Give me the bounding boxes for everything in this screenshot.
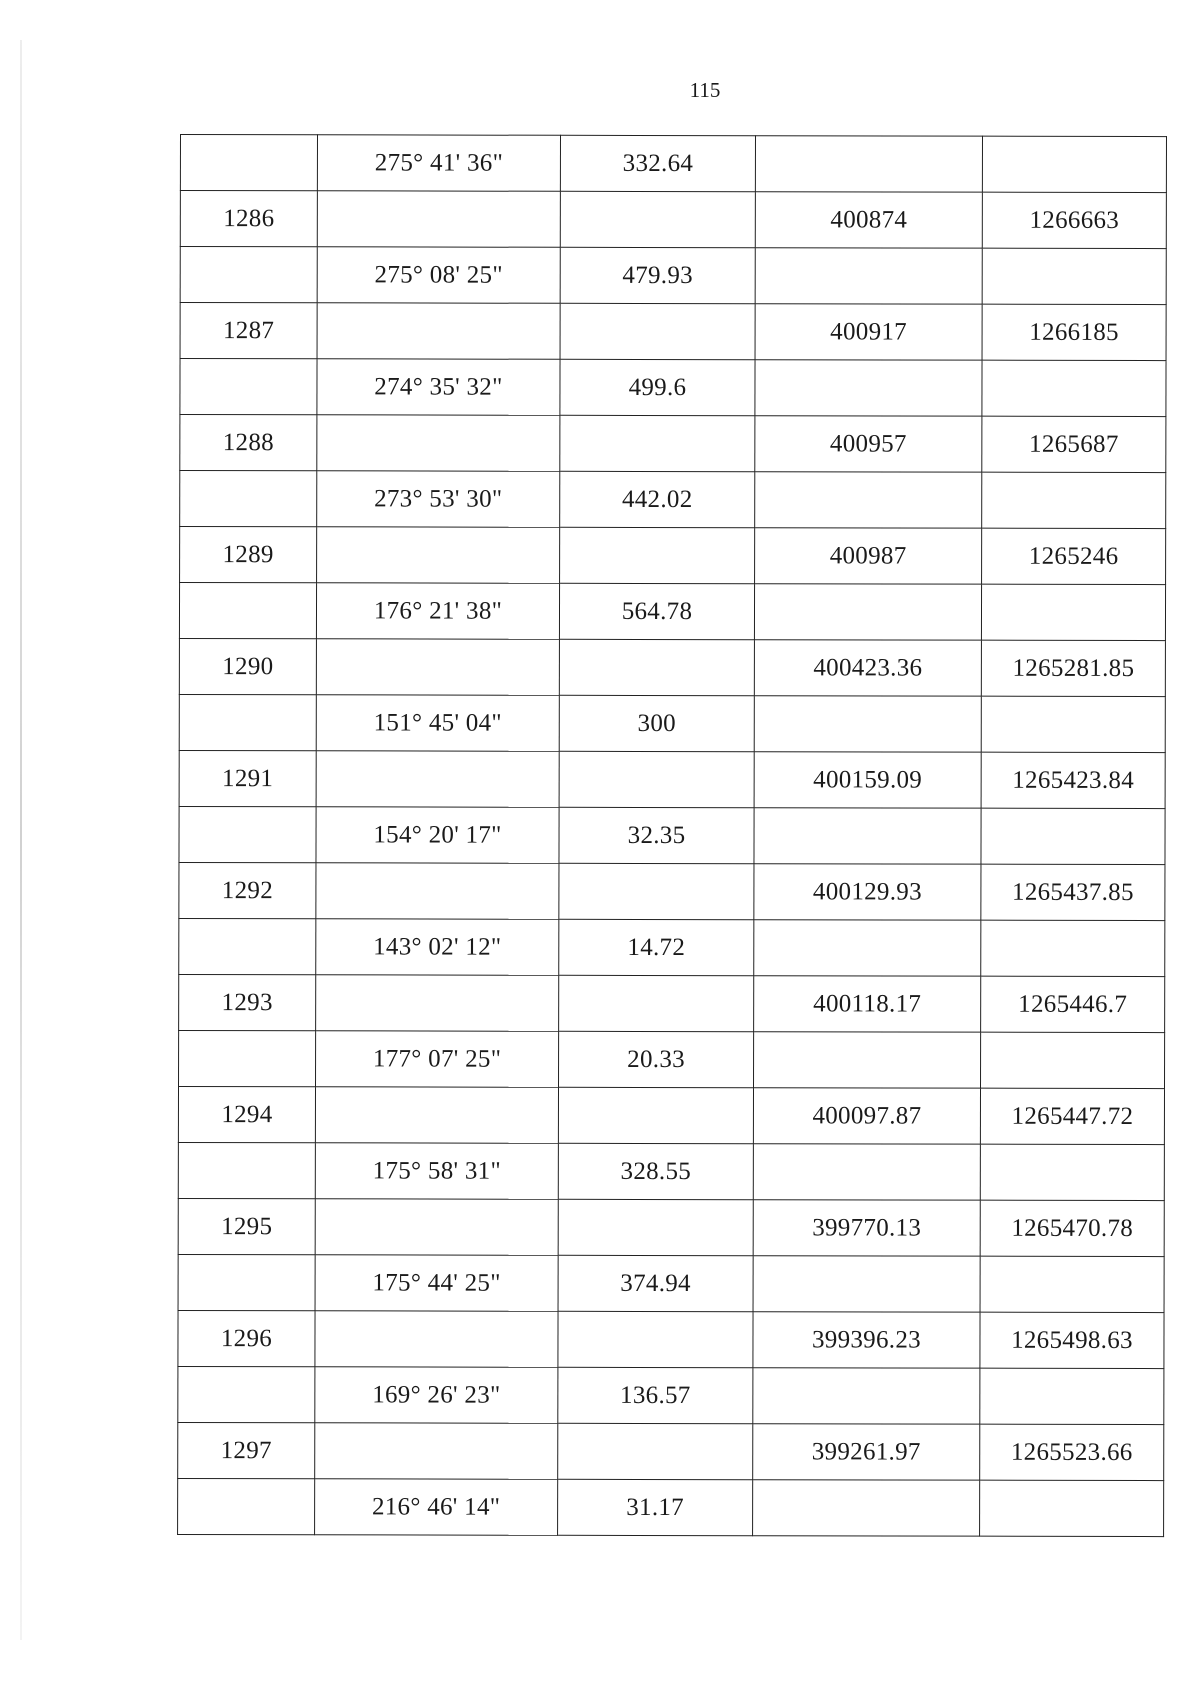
point-cell [180, 135, 317, 191]
table-row [180, 359, 1166, 417]
northing-cell [753, 1144, 980, 1200]
distance-cell: 136.57 [558, 1367, 753, 1423]
point-cell: 1297 [178, 1422, 315, 1478]
distance-cell: 499.6 [560, 359, 755, 415]
table-row [178, 1310, 1164, 1368]
table-row [179, 583, 1165, 641]
bearing-cell: 274° 35' 32" [317, 359, 560, 416]
point-cell [179, 806, 316, 862]
table-row [178, 1254, 1164, 1312]
table-row [179, 750, 1165, 808]
bearing-cell [317, 191, 560, 248]
distance-cell [559, 975, 754, 1031]
bearing-cell: 216° 46' 14" [315, 1479, 558, 1536]
easting-cell: 1265446.7 [981, 976, 1165, 1032]
distance-cell [558, 1423, 753, 1479]
point-cell [178, 1142, 315, 1198]
point-cell [178, 1366, 315, 1422]
table-row [178, 1422, 1164, 1480]
distance-cell [559, 751, 754, 807]
bearing-cell [317, 527, 560, 584]
point-cell: 1295 [178, 1198, 315, 1254]
point-cell: 1290 [179, 638, 316, 694]
bearing-cell [316, 863, 559, 920]
easting-cell: 1265281.85 [981, 640, 1165, 696]
easting-cell [980, 1368, 1164, 1424]
point-cell [178, 1478, 315, 1534]
northing-cell: 400957 [755, 416, 982, 472]
distance-cell: 328.55 [558, 1143, 753, 1199]
point-cell [178, 1254, 315, 1310]
point-cell: 1291 [179, 750, 316, 806]
table-row [179, 638, 1165, 696]
point-cell [179, 918, 316, 974]
point-cell: 1296 [178, 1310, 315, 1366]
bearing-cell: 154° 20' 17" [316, 807, 559, 864]
easting-cell [982, 248, 1166, 304]
distance-cell [558, 1199, 753, 1255]
easting-cell [981, 808, 1165, 864]
table-row [180, 191, 1166, 249]
bearing-cell [316, 975, 559, 1032]
table-row [180, 527, 1166, 585]
point-cell: 1288 [180, 415, 317, 471]
easting-cell [981, 920, 1165, 976]
northing-cell [755, 472, 982, 528]
easting-cell: 1265498.63 [980, 1312, 1164, 1368]
table-row [180, 135, 1166, 193]
table-row [179, 862, 1165, 920]
table-row [180, 471, 1166, 529]
northing-cell [753, 1256, 980, 1312]
distance-cell [560, 191, 755, 247]
easting-cell: 1265246 [982, 528, 1166, 584]
easting-cell: 1265447.72 [980, 1088, 1164, 1144]
bearing-cell: 151° 45' 04" [316, 695, 559, 752]
bearing-cell [316, 751, 559, 808]
bearing-cell [315, 1423, 558, 1480]
distance-cell: 14.72 [559, 919, 754, 975]
coordinates-table [177, 134, 1167, 1537]
northing-cell [754, 584, 981, 640]
point-cell [180, 247, 317, 303]
distance-cell [560, 527, 755, 583]
distance-cell: 374.94 [558, 1255, 753, 1311]
point-cell [179, 1030, 316, 1086]
bearing-cell: 176° 21' 38" [316, 583, 559, 640]
distance-cell: 300 [559, 695, 754, 751]
bearing-cell: 273° 53' 30" [317, 471, 560, 528]
easting-cell [980, 1144, 1164, 1200]
table-row [179, 806, 1165, 864]
easting-cell: 1265523.66 [980, 1424, 1164, 1480]
northing-cell [754, 1032, 981, 1088]
northing-cell [754, 920, 981, 976]
northing-cell: 400874 [755, 192, 982, 248]
northing-cell: 400097.87 [753, 1088, 980, 1144]
distance-cell: 332.64 [560, 135, 755, 191]
northing-cell: 399396.23 [753, 1312, 980, 1368]
northing-cell [753, 1368, 980, 1424]
table-row [178, 1086, 1164, 1144]
easting-cell: 1265470.78 [980, 1200, 1164, 1256]
bearing-cell [316, 639, 559, 696]
easting-cell [982, 136, 1166, 192]
bearing-cell: 175° 44' 25" [315, 1255, 558, 1312]
point-cell: 1287 [180, 303, 317, 359]
point-cell: 1289 [180, 527, 317, 583]
northing-cell: 399770.13 [753, 1200, 980, 1256]
coordinates-table-body [178, 135, 1167, 1537]
point-cell: 1286 [180, 191, 317, 247]
table-row [178, 1198, 1164, 1256]
distance-cell [559, 639, 754, 695]
point-cell [179, 694, 316, 750]
table-row [180, 247, 1166, 305]
page-number: 115 [689, 78, 721, 102]
distance-cell [558, 1087, 753, 1143]
northing-cell: 400159.09 [754, 752, 981, 808]
table-row [178, 1366, 1164, 1424]
bearing-cell: 275° 41' 36" [317, 135, 560, 192]
scan-edge-shadow [20, 40, 22, 1640]
northing-cell [755, 360, 982, 416]
northing-cell: 400118.17 [754, 976, 981, 1032]
distance-cell [559, 863, 754, 919]
distance-cell: 564.78 [559, 583, 754, 639]
northing-cell: 400129.93 [754, 864, 981, 920]
northing-cell [753, 1480, 980, 1536]
distance-cell: 442.02 [560, 471, 755, 527]
bearing-cell: 275° 08' 25" [317, 247, 560, 304]
easting-cell: 1266663 [982, 192, 1166, 248]
easting-cell [980, 1256, 1164, 1312]
bearing-cell [315, 1199, 558, 1256]
northing-cell: 400987 [755, 528, 982, 584]
easting-cell: 1265687 [982, 416, 1166, 472]
bearing-cell: 177° 07' 25" [316, 1031, 559, 1088]
northing-cell: 400917 [755, 304, 982, 360]
table-row [180, 415, 1166, 473]
northing-cell: 399261.97 [753, 1424, 980, 1480]
table-row [178, 1478, 1164, 1536]
easting-cell: 1266185 [982, 304, 1166, 360]
northing-cell [755, 248, 982, 304]
easting-cell: 1265437.85 [981, 864, 1165, 920]
easting-cell [981, 584, 1165, 640]
point-cell: 1292 [179, 862, 316, 918]
distance-cell [558, 1311, 753, 1367]
table-row [179, 918, 1165, 976]
easting-cell: 1265423.84 [981, 752, 1165, 808]
point-cell [179, 583, 316, 639]
bearing-cell [315, 1087, 558, 1144]
distance-cell: 20.33 [559, 1031, 754, 1087]
table-row [179, 1030, 1165, 1088]
bearing-cell: 175° 58' 31" [315, 1143, 558, 1200]
table-row [179, 974, 1165, 1032]
point-cell [180, 359, 317, 415]
bearing-cell: 143° 02' 12" [316, 919, 559, 976]
point-cell [180, 471, 317, 527]
table-row [178, 1142, 1164, 1200]
easting-cell [982, 472, 1166, 528]
distance-cell: 32.35 [559, 807, 754, 863]
distance-cell [560, 415, 755, 471]
point-cell: 1294 [178, 1086, 315, 1142]
point-cell: 1293 [179, 974, 316, 1030]
table-row [179, 694, 1165, 752]
northing-cell: 400423.36 [754, 640, 981, 696]
northing-cell [755, 136, 982, 192]
bearing-cell [317, 415, 560, 472]
distance-cell [560, 303, 755, 359]
distance-cell: 31.17 [558, 1479, 753, 1535]
easting-cell [982, 360, 1166, 416]
distance-cell: 479.93 [560, 247, 755, 303]
easting-cell [981, 696, 1165, 752]
bearing-cell [317, 303, 560, 360]
northing-cell [754, 696, 981, 752]
bearing-cell: 169° 26' 23" [315, 1367, 558, 1424]
easting-cell [981, 1032, 1165, 1088]
bearing-cell [315, 1311, 558, 1368]
northing-cell [754, 808, 981, 864]
easting-cell [980, 1480, 1164, 1536]
table-row [180, 303, 1166, 361]
